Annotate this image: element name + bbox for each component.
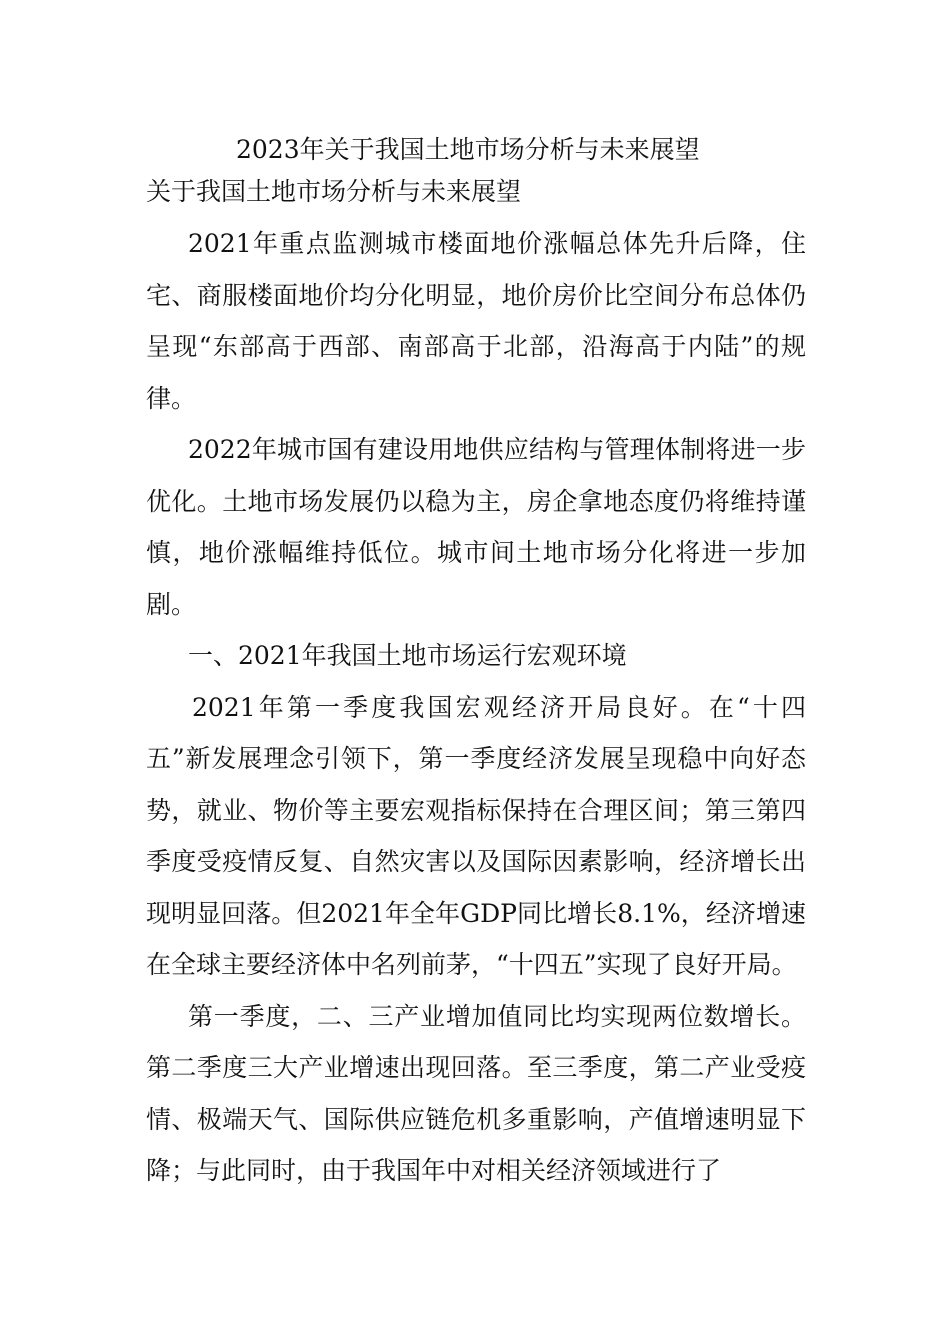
document-body	[146, 130, 806, 1197]
document-subtitle: 关于我国土地市场分析与未来展望	[146, 177, 522, 206]
paragraph-industry-growth: 第一季度，二、三产业增加值同比均实现两位数增长。第二季度三大产业增速出现回落。至三季度，第二产业受疫情、极端天气、国际供应链危机多重影响，产值增速明显下降；与此同时，由于我国年中对相关经济领域进行了	[146, 1001, 806, 1185]
section-heading-macro-environment: 一、2021年我国土地市场运行宏观环境	[188, 641, 627, 670]
paragraph-2022-outlook: 2022年城市国有建设用地供应结构与管理体制将进一步优化。土地市场发展仍以稳为主，房企拿地态度仍将维持谨慎，地价涨幅维持低位。城市间土地市场分化将进一步加剧。	[146, 435, 806, 619]
paragraph-macro-economy: 2021年第一季度我国宏观经济开局良好。在“十四五”新发展理念引领下，第一季度经济发展呈现稳中向好态势，就业、物价等主要宏观指标保持在合理区间；第三第四季度受疫情反复、自然灾害以及国际因素影响，经济增长出现明显回落。但2021年全年GDP同比增长8.1%，经济增速在全球主要经济体中名列前茅，“十四五”实现了良好开局。	[146, 692, 806, 979]
document-title: 2023年关于我国土地市场分析与未来展望	[236, 135, 700, 164]
paragraph-land-price-trend: 2021年重点监测城市楼面地价涨幅总体先升后降，住宅、商服楼面地价均分化明显，地价房价比空间分布总体仍呈现“东部高于西部、南部高于北部，沿海高于内陆”的规律。	[146, 229, 806, 413]
